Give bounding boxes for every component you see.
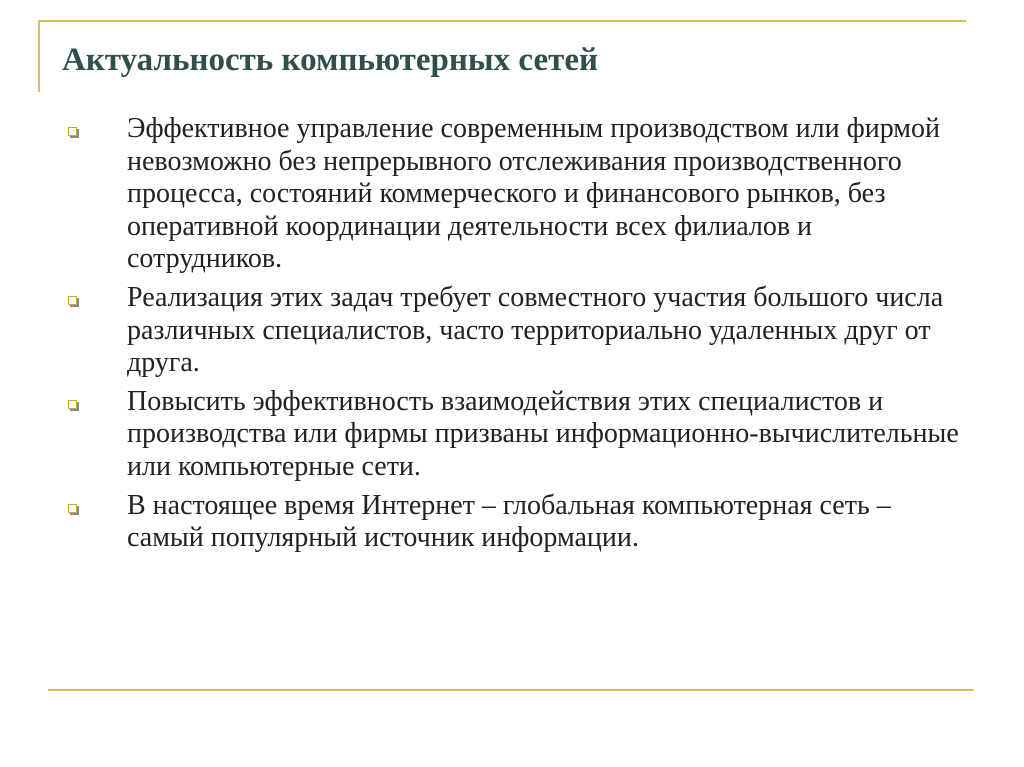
square-bullet-icon: [68, 127, 77, 136]
bullet-text: Эффективное управление современным производством или фирмой невозможно без непрерывного отслеживания производственного процесса, состояний коммерческого и финансового рынков, без оперативной координации деятельности всех филиалов и сотрудников.: [127, 113, 940, 275]
top-divider: [38, 20, 966, 22]
bullet-item: [60, 282, 960, 380]
bullet-item: [60, 113, 960, 276]
bullet-item: [60, 386, 960, 484]
square-bullet-icon: [68, 504, 77, 513]
bullet-text: Реализация этих задач требует совместного участия большого числа различных специалистов, часто территориально удаленных друг от друга.: [127, 281, 944, 379]
bottom-divider: [48, 689, 974, 691]
square-bullet-icon: [68, 400, 77, 409]
bullet-text: Повысить эффективность взаимодействия этих специалистов и производства или фирмы призваны информационно-вычислительные или компьютерные сети.: [127, 385, 959, 482]
title-side-rule: [38, 20, 40, 92]
bullet-item: [60, 490, 960, 555]
bullet-text: В настоящее время Интернет – глобальная компьютерная сеть – самый популярный источник информации.: [127, 489, 891, 554]
slide-title: Актуальность компьютерных сетей: [62, 42, 598, 78]
square-bullet-icon: [68, 296, 77, 305]
bullet-list: [60, 113, 960, 561]
